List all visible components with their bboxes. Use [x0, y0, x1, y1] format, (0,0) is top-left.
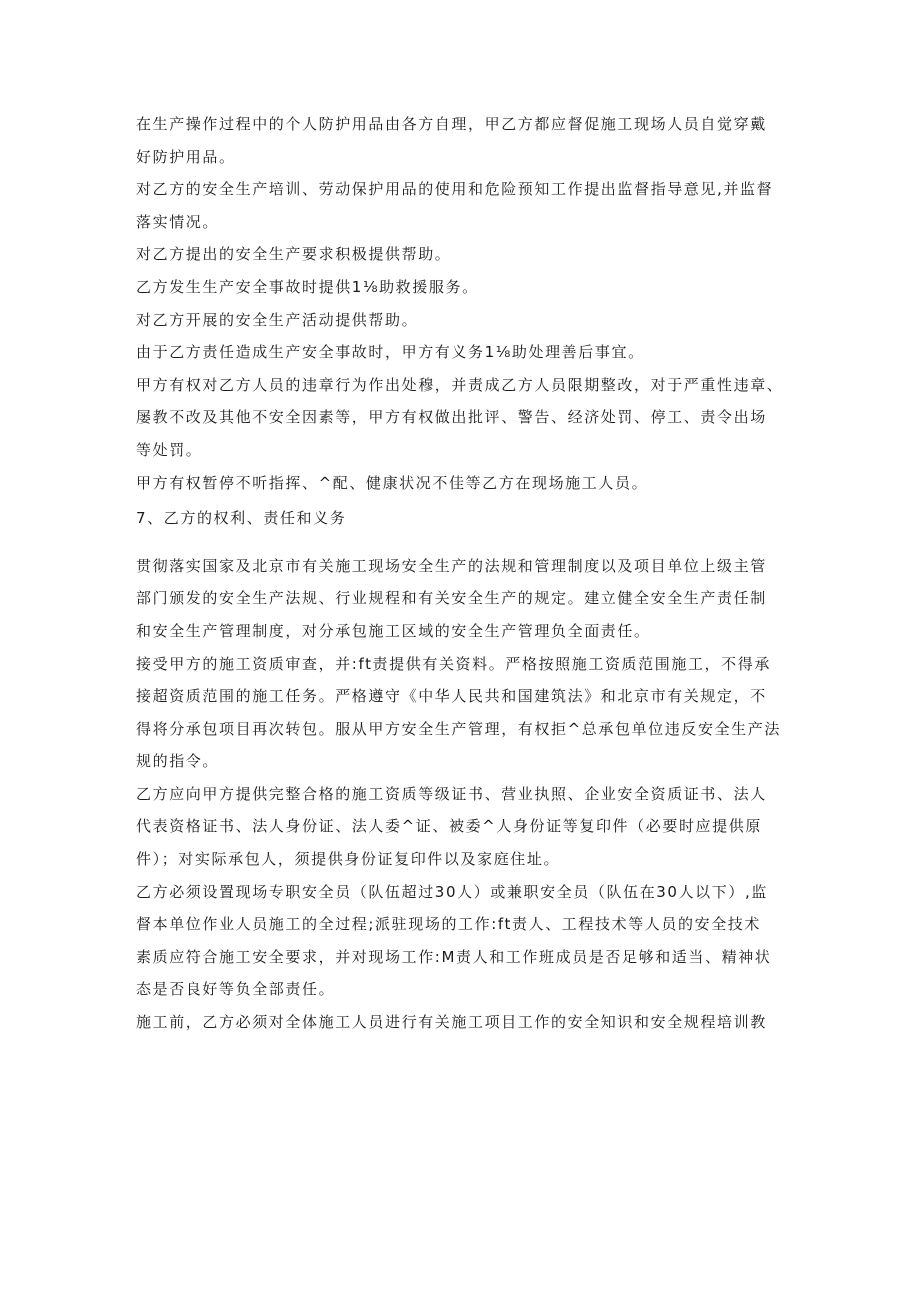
- paragraph: [136, 336, 792, 369]
- text-line: 甲方有权暂停不听指挥、^配、健康状况不佳等乙方在现场施工人员。: [136, 473, 649, 492]
- paragraph: [136, 108, 792, 173]
- text-line: 落实情况。: [136, 212, 220, 231]
- text-line: 在生产操作过程中的个人防护用品由各方自理，甲乙方都应督促施工现场人员自觉穿戴: [136, 115, 767, 133]
- rights-paragraphs: [136, 108, 792, 499]
- paragraph: [136, 238, 792, 271]
- text-line: 乙方应向甲方提供完整合格的施工资质等级证书、营业执照、企业安全资质证书、法人: [136, 784, 767, 803]
- document-body: [136, 108, 792, 1039]
- text-line: 件）；对实际承包人，须提供身份证复印件以及家庭住址。: [136, 850, 561, 869]
- text-line: 代表资格证书、法人身份证、法人委^证、被委^人身份证等复印件（必要时应提供原: [136, 817, 762, 836]
- paragraph: [136, 876, 792, 1006]
- text-line: 贯彻落实国家及北京市有关施工现场安全生产的法规和管理制度以及项目单位上级主管: [136, 556, 767, 575]
- text-line: 态是否良好等负全部责任。: [136, 980, 336, 999]
- paragraph: [136, 778, 792, 876]
- text-line: 素质应符合施工安全要求，并对现场工作:M责人和工作班成员是否足够和适当、精神状: [136, 947, 772, 966]
- obligation-paragraphs: [136, 550, 792, 1039]
- text-line: 接超资质范围的施工任务。严格遵守《中华人民共和国建筑法》和北京市有关规定，不: [136, 687, 767, 706]
- text-line: 督本单位作业人员施工的全过程;派驻现场的工作:ft责人、工程技术等人员的安全技术: [136, 915, 762, 934]
- paragraph: [136, 173, 792, 238]
- section-heading: 7、乙方的权利、责任和义务: [136, 509, 347, 528]
- text-line: 对乙方的安全生产培训、劳动保护用品的使用和危险预知工作提出监督指导意见,并监督: [136, 180, 774, 199]
- text-line: 乙方发生生产安全事故时提供1⅛助救援服务。: [136, 277, 479, 296]
- text-line: 得将分承包项目再次转包。服从甲方安全生产管理，有权拒^总承包单位违反安全生产法: [136, 719, 781, 738]
- text-line: 和安全生产管理制度，对分承包施工区域的安全生产管理负全面责任。: [136, 621, 651, 640]
- paragraph: [136, 467, 792, 500]
- text-line: 接受甲方的施工资质审查，并:ft责提供有关资料。严格按照施工资质范围施工，不得承: [136, 654, 771, 673]
- text-line: 施工前，乙方必须对全体施工人员进行有关施工项目工作的安全知识和安全规程培训教: [136, 1013, 767, 1032]
- paragraph: [136, 271, 792, 304]
- text-line: 屡教不改及其他不安全因素等，甲方有权做出批评、警告、经济处罚、停工、责令出场: [136, 408, 767, 427]
- text-line: 规的指令。: [136, 752, 220, 771]
- text-line: 部门颁发的安全生产法规、行业规程和有关安全生产的规定。建立健全安全生产责任制: [136, 589, 767, 608]
- text-line: 等处罚。: [136, 440, 203, 459]
- paragraph: [136, 550, 792, 648]
- text-line: 甲方有权对乙方人员的违章行为作出处穆，并责成乙方人员限期整改，对于严重性违章、: [136, 375, 784, 394]
- text-line: 好防护用品。: [136, 147, 236, 166]
- paragraph: [136, 1006, 792, 1039]
- paragraph: [136, 648, 792, 778]
- text-line: 对乙方开展的安全生产活动提供帮助。: [136, 310, 419, 329]
- paragraph: [136, 369, 792, 467]
- text-line: 由于乙方责任造成生产安全事故时，甲方有义务1⅛助处理善后事宜。: [136, 343, 645, 362]
- text-line: 乙方必须设置现场专职安全员（队伍超过30人）或兼职安全员（队伍在30人以下）,监: [136, 882, 768, 901]
- text-line: 对乙方提出的安全生产要求积极提供帮助。: [136, 245, 452, 264]
- paragraph: [136, 304, 792, 337]
